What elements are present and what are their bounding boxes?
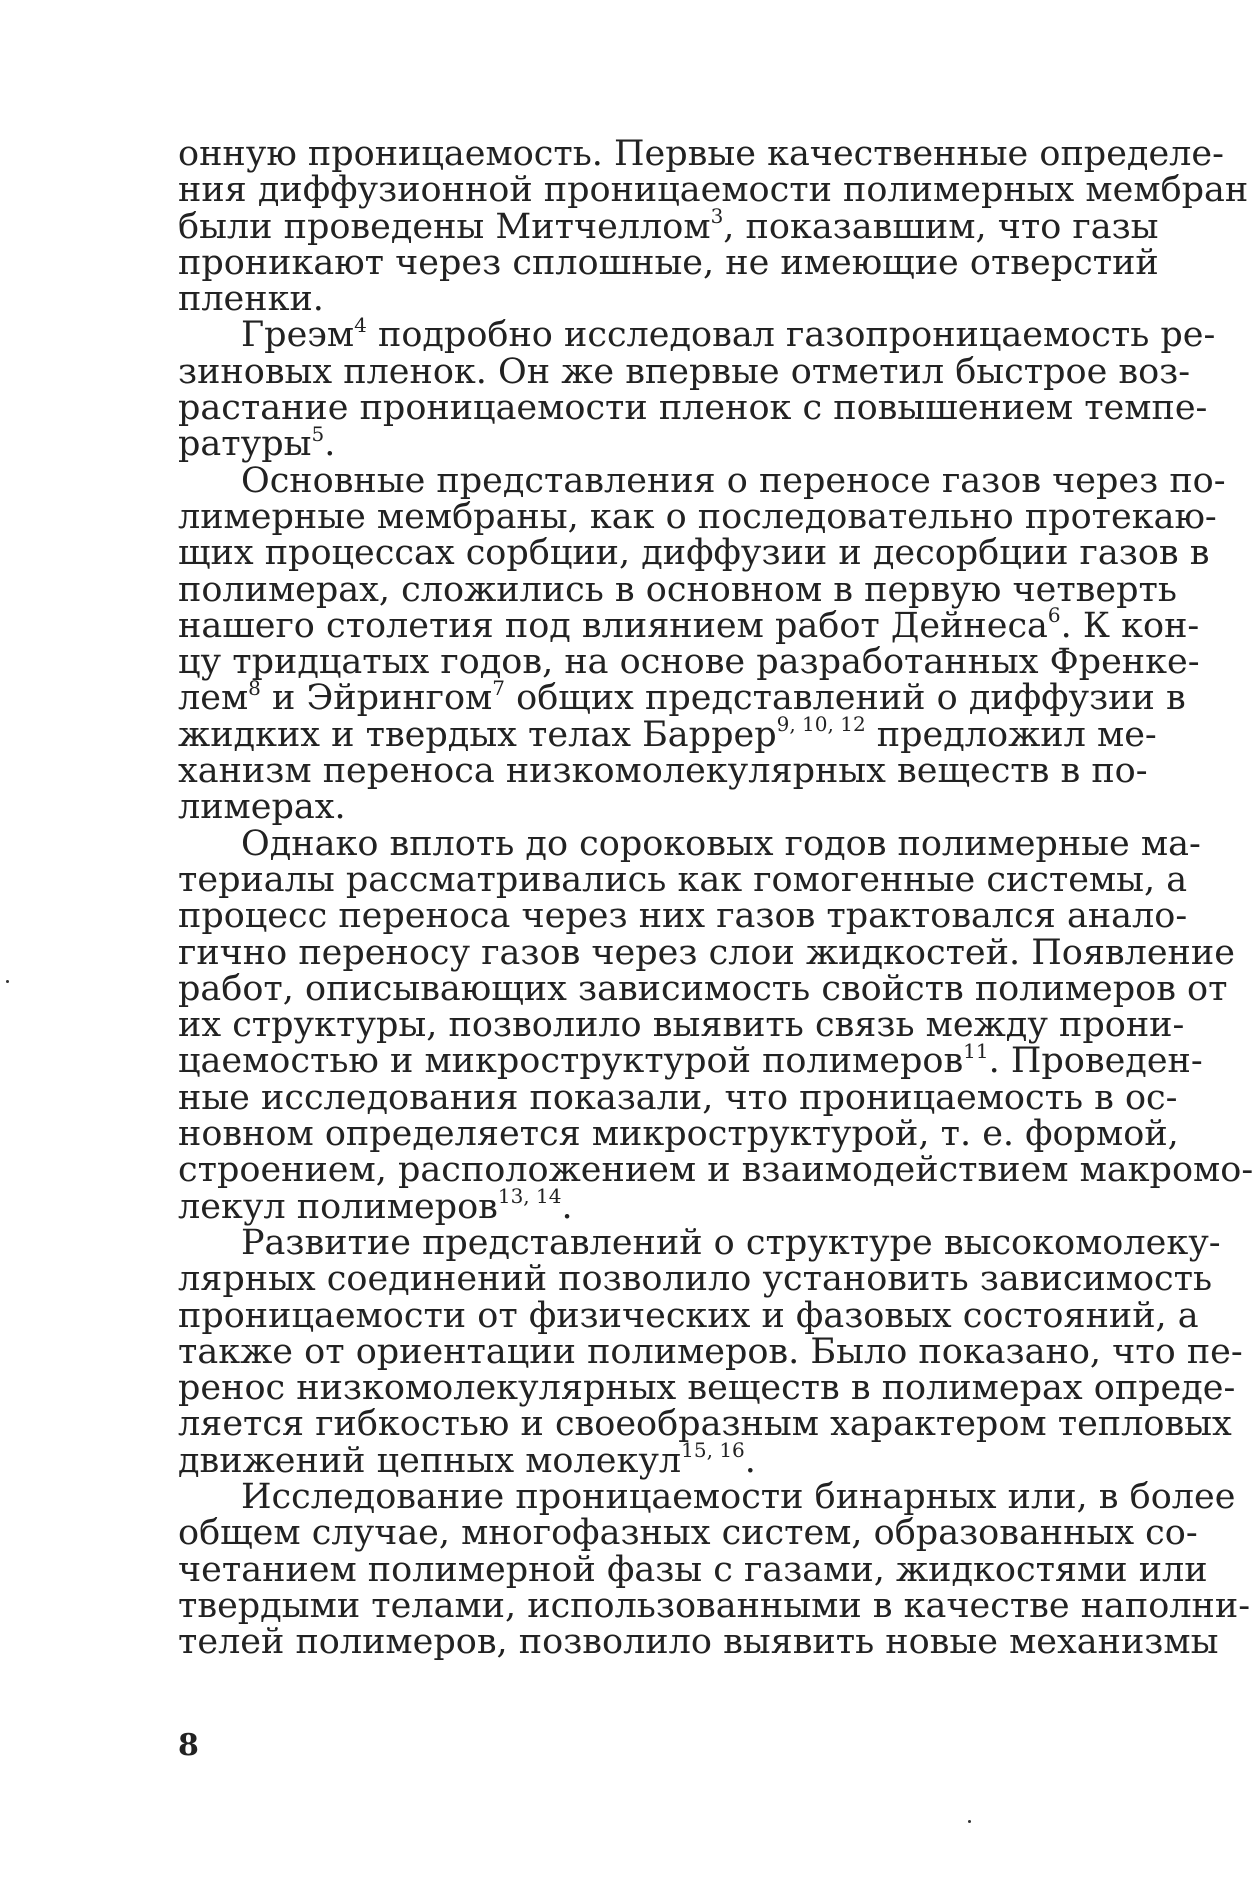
text-run: также от ориентации полимеров. Было показано, что пе- [178,1331,1243,1372]
text-line [178,1368,1236,1409]
text-run: ляется гибкостью и своеобразным характером тепловых [178,1404,1232,1445]
text-run: лярных соединений позволило установить зависимость [178,1259,1213,1300]
text-run: полимерах, сложились в основном в первую четверть [178,569,1177,610]
text-line [178,460,1226,501]
paragraph [178,134,1249,320]
text-run: . [744,1440,756,1481]
text-line [178,787,1118,828]
text-line [178,134,1224,174]
text-run: подробно исследовал газопроницаемость ре- [366,315,1216,356]
text-run: растание проницаемости пленок с повышением темпе- [178,388,1208,429]
text-line [178,751,1148,792]
footnote-reference: 6 [1047,603,1061,628]
text-run: жидких и твердых телах Баррер [178,714,777,755]
scan-speck [6,980,9,983]
text-run: лем [178,678,249,719]
text-run: твердыми телами, использованными в качестве наполни- [178,1585,1251,1626]
text-line [178,1114,1179,1155]
page-number: 8 [178,1728,199,1763]
text-run: и Эйрингом [260,678,493,719]
text-run: движений цепных молекул [178,1440,682,1481]
text-run: четанием полимерной фазы с газами, жидкостями или [178,1549,1208,1590]
text-run: ния диффузионной проницаемости полимерных мембран [178,170,1249,211]
text-run: . К кон- [1060,605,1200,646]
text-line [178,1222,1221,1263]
text-line [178,203,1159,247]
text-run: пленки. [178,279,324,320]
page-body [178,134,1253,1663]
text-run: зиновых пленок. Он же впервые отметил быстрое воз- [178,351,1191,392]
text-run: онную проницаемость. Первые качественные определе- [178,134,1224,174]
text-line [178,388,1208,429]
text-run: их структуры, позволило выявить связь между прони- [178,1005,1185,1046]
text-run: гично переносу газов через слои жидкостей. Появление [178,932,1235,973]
text-run: строением, расположением и взаимодействием макромо- [178,1150,1253,1191]
text-line [178,569,1177,610]
text-run: Развитие представлений о структуре высокомолеку- [241,1222,1221,1263]
text-run: ратуры [178,424,312,465]
paragraph [178,823,1253,1227]
text-run: лимерные мембраны, как о последовательно протекаю- [178,496,1217,537]
text-run: Однако вплоть до сороковых годов полимерные ма- [241,823,1201,864]
text-run: были проведены Митчеллом [178,206,711,247]
text-line [178,1077,1178,1118]
text-line [178,1513,1198,1554]
text-line [178,1005,1185,1046]
paragraph [178,1476,1251,1663]
text-line [178,859,1188,900]
text-line [178,279,1118,320]
text-line [178,1183,1118,1227]
footnote-reference: 13, 14 [497,1183,562,1208]
text-line [178,642,1200,683]
text-run: ренос низкомолекулярных веществ в полимерах опреде- [178,1368,1236,1409]
paragraph [178,460,1226,828]
text-run: проницаемости от физических и фазовых состояний, а [178,1295,1199,1336]
text-line [178,351,1191,392]
text-run: предложил ме- [865,714,1157,755]
text-line [178,1295,1199,1336]
text-line [178,312,1216,356]
text-line [178,968,1228,1009]
text-line [178,1585,1251,1626]
text-line [178,823,1201,864]
text-line [178,1259,1213,1300]
text-line [178,1549,1208,1590]
text-line [178,496,1217,537]
text-run: нашего столетия под влиянием работ Дейнеса [178,605,1048,646]
text-run: териалы рассматривались как гомогенные системы, а [178,859,1188,900]
text-run: Греэм [241,315,355,356]
text-line [178,1476,1236,1517]
text-line [178,533,1210,574]
text-run: лимерах. [178,787,346,828]
text-line [178,242,1159,283]
text-run: . [561,1186,573,1227]
text-run: лекул полимеров [178,1186,498,1227]
text-line [178,1622,1219,1663]
footnote-reference: 5 [311,421,325,446]
text-run: цу тридцатых годов, на основе разработанных Френке- [178,642,1200,683]
text-run: . [324,424,336,465]
text-line [178,603,1200,646]
scan-speck [968,1820,971,1823]
text-line [178,896,1188,937]
text-line [178,1404,1232,1445]
text-run: Основные представления о переносе газов через по- [241,460,1226,501]
text-line [178,170,1249,211]
text-run: ные исследования показали, что проницаемость в ос- [178,1077,1178,1118]
text-run: новном определяется микроструктурой, т. е. формой, [178,1114,1179,1155]
text-line [178,932,1235,973]
text-run: , показавшим, что газы [723,206,1159,247]
text-run: общем случае, многофазных систем, образованных со- [178,1513,1198,1554]
text-run: общих представлений о диффузии в [505,678,1186,719]
footnote-reference: 9, 10, 12 [776,712,866,737]
text-run: ханизм переноса низкомолекулярных веществ в по- [178,751,1148,792]
footnote-reference: 15, 16 [681,1438,745,1463]
paragraph [178,312,1216,465]
footnote-reference: 4 [354,312,367,337]
footnote-reference: 8 [248,675,261,700]
text-line [178,1331,1243,1372]
text-run: цаемостью и микроструктурой полимеров [178,1041,964,1082]
text-run: телей полимеров, позволило выявить новые механизмы [178,1622,1219,1663]
text-line [178,1438,1118,1481]
footnote-reference: 11 [963,1038,989,1063]
text-run: процесс переноса через них газов трактовался анало- [178,896,1188,937]
text-line [178,421,1118,465]
text-line [178,1038,1203,1082]
footnote-reference: 7 [492,675,506,700]
paragraph [178,1222,1243,1481]
text-run: . Проведен- [988,1041,1203,1082]
text-line [178,712,1157,755]
text-run: проникают через сплошные, не имеющие отверстий [178,242,1159,283]
text-run: работ, описывающих зависимость свойств полимеров от [178,968,1228,1009]
text-line [178,1150,1253,1191]
footnote-reference: 3 [710,203,724,228]
text-line [178,675,1186,719]
text-run: щих процессах сорбции, диффузии и десорбции газов в [178,533,1210,574]
text-run: Исследование проницаемости бинарных или, в более [241,1476,1236,1517]
